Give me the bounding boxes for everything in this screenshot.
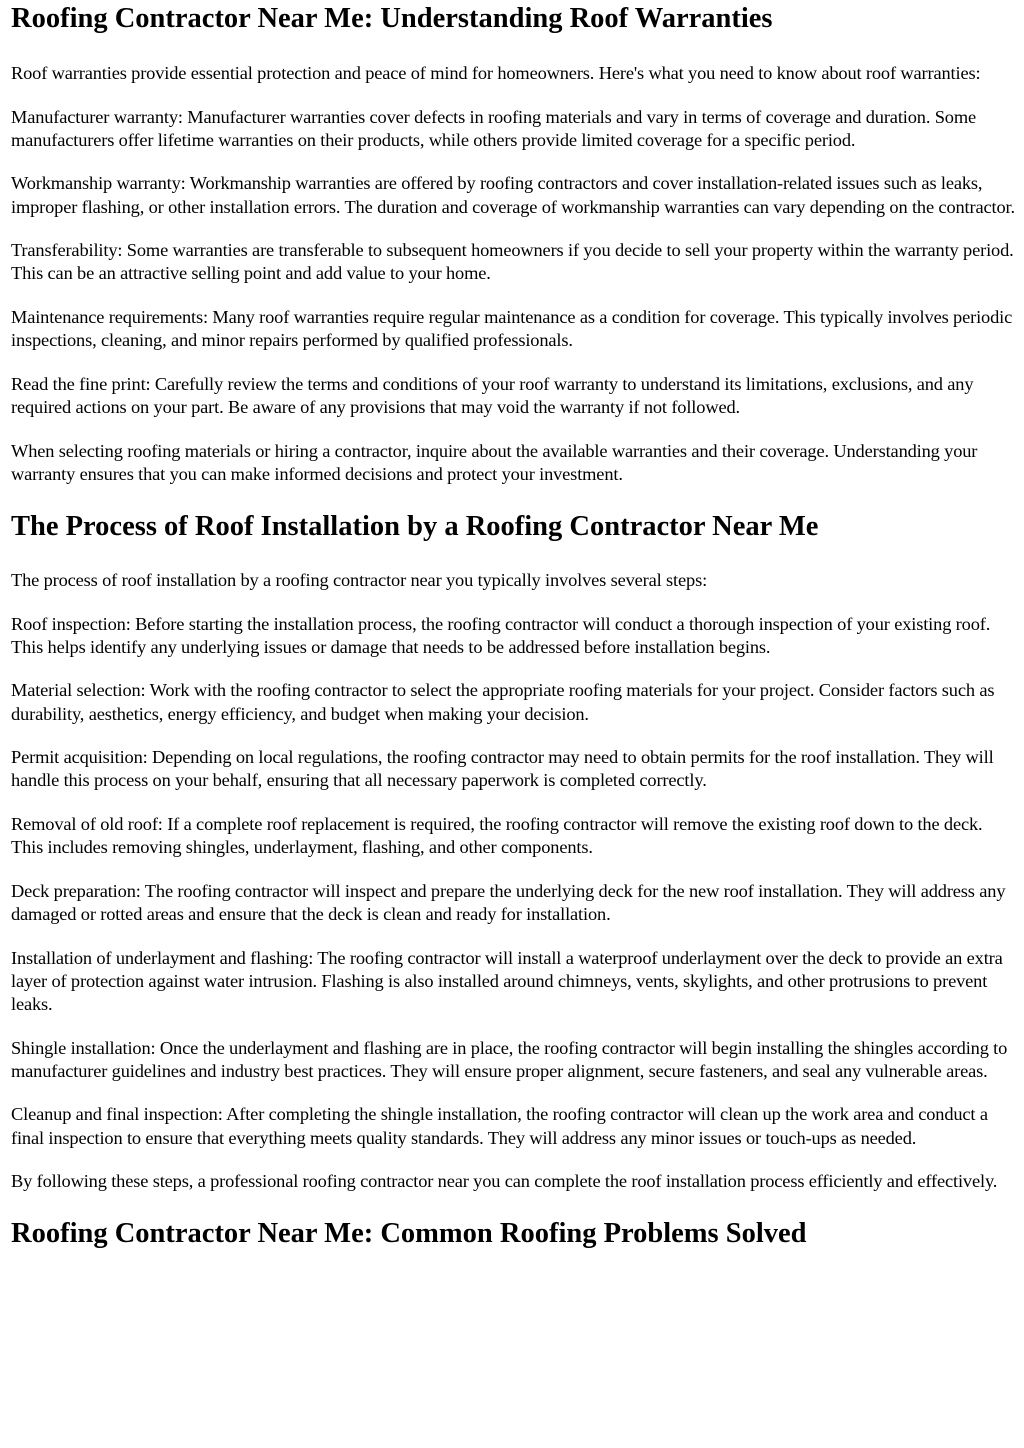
paragraph-cleanup-final-inspection: Cleanup and final inspection: After completing the shingle installation, the roofing contractor will clean up the work area and conduct a final inspection to ensure that everything meets quality standards. They will address any minor issues or touch-ups as needed. xyxy=(11,1104,988,1148)
paragraph-fine-print: Read the fine print: Carefully review the terms and conditions of your roof warranty to understand its limitations, exclusions, and any required actions on your part. Be aware of any provisions that may void the warranty if not followed. xyxy=(11,373,974,417)
paragraph-underlayment-flashing: Installation of underlayment and flashing: The roofing contractor will install a waterproof underlayment over the deck to provide an extra layer of protection against water intrusion. Flashing is also installed around chimneys, vents, skylights, and other protrusions to prevent leaks. xyxy=(11,947,1003,1014)
section-common-roofing-problems xyxy=(11,1217,1015,1251)
section-heading: The Process of Roof Installation by a Roofing Contractor Near Me xyxy=(11,510,819,542)
paragraph-conclusion: By following these steps, a professional roofing contractor near you can complete the roof installation process efficiently and effectively. xyxy=(11,1171,998,1192)
section-roof-warranties xyxy=(11,0,1015,486)
paragraph-deck-preparation: Deck preparation: The roofing contractor will inspect and prepare the underlying deck for the new roof installation. They will address any damaged or rotted areas and ensure that the deck is clean and ready for installation. xyxy=(11,880,1006,924)
paragraph-workmanship-warranty: Workmanship warranty: Workmanship warranties are offered by roofing contractors and cover installation-related issues such as leaks, improper flashing, or other installation errors. The duration and coverage of workmanship warranties can vary depending on the contractor. xyxy=(11,173,1015,217)
paragraph-intro: The process of roof installation by a roofing contractor near you typically involves several steps: xyxy=(11,569,708,590)
paragraph-removal-old-roof: Removal of old roof: If a complete roof replacement is required, the roofing contractor will remove the existing roof down to the deck. This includes removing shingles, underlayment, flashing, and other components. xyxy=(11,813,983,858)
paragraph-permit-acquisition: Permit acquisition: Depending on local regulations, the roofing contractor may need to obtain permits for the roof installation. They will handle this process on your behalf, ensuring that all necessary paperwork is completed correctly. xyxy=(11,747,994,791)
paragraph-roof-inspection: Roof inspection: Before starting the installation process, the roofing contractor will conduct a thorough inspection of your existing roof. This helps identify any underlying issues or damage that needs to be addressed before installation begins. xyxy=(11,613,991,657)
paragraph-maintenance-requirements: Maintenance requirements: Many roof warranties require regular maintenance as a condition for coverage. This typically involves periodic inspections, cleaning, and minor repairs performed by qualified professionals. xyxy=(11,306,1013,351)
section-heading: Roofing Contractor Near Me: Common Roofing Problems Solved xyxy=(11,1218,807,1250)
paragraph-manufacturer-warranty: Manufacturer warranty: Manufacturer warranties cover defects in roofing materials and vary in terms of coverage and duration. Some manufacturers offer lifetime warranties on their products, while others provide limited coverage for a specific period. xyxy=(11,106,977,150)
paragraph-conclusion: When selecting roofing materials or hiring a contractor, inquire about the available warranties and their coverage. Understanding your warranty ensures that you can make informed decisions and protect your investment. xyxy=(11,440,978,484)
paragraph-transferability: Transferability: Some warranties are transferable to subsequent homeowners if you decide to sell your property within the warranty period. This can be an attractive selling point and add value to your home. xyxy=(11,240,1014,284)
paragraph-material-selection: Material selection: Work with the roofing contractor to select the appropriate roofing materials for your project. Consider factors such as durability, aesthetics, energy efficiency, and budget when making your decision. xyxy=(11,680,995,724)
section-roof-installation-process xyxy=(11,510,1015,1193)
section-heading: Roofing Contractor Near Me: Understanding Roof Warranties xyxy=(11,3,773,34)
paragraph-shingle-installation: Shingle installation: Once the underlayment and flashing are in place, the roofing contractor will begin installing the shingles according to manufacturer guidelines and industry best practices. They will ensure proper alignment, secure fasteners, and seal any vulnerable areas. xyxy=(11,1037,1008,1081)
paragraph-intro: Roof warranties provide essential protection and peace of mind for homeowners. Here's what you need to know about roof warranties: xyxy=(11,63,981,83)
